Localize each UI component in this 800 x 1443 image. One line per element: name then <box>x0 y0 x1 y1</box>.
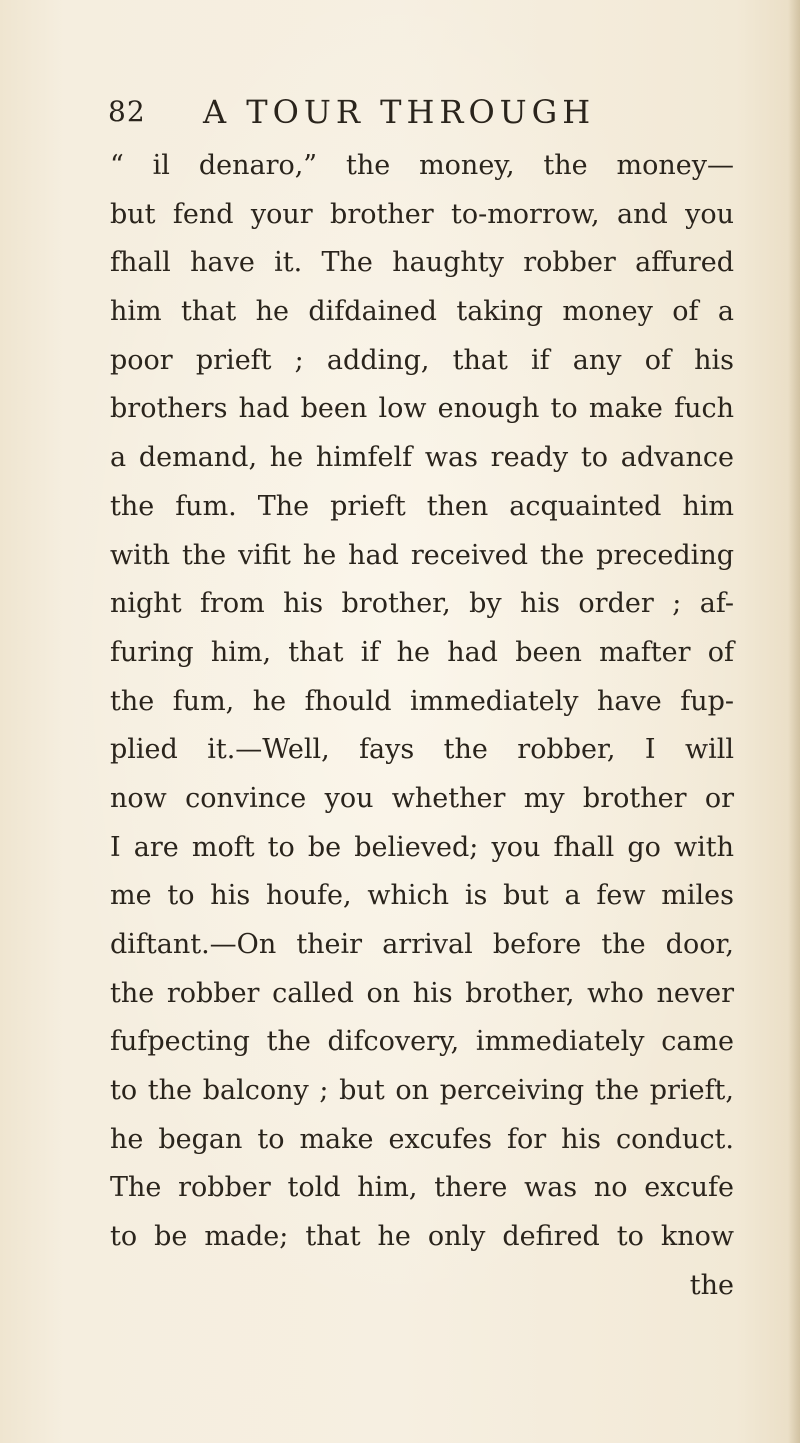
text-line: brothers had been low enough to make fuch <box>110 393 734 425</box>
text-line: me to his houfe, which is but a few miles <box>110 880 734 912</box>
text-line: “ il denaro,” the money, the money— <box>110 150 734 181</box>
text-line: him that he difdained taking money of a <box>110 296 734 328</box>
page-header <box>108 92 668 132</box>
text-line: the fum. The prieft then acquainted him <box>110 490 734 522</box>
text-line: to the balcony ; but on perceiving the prieft, <box>110 1075 734 1107</box>
text-line: a demand, he himfelf was ready to advance <box>110 442 734 474</box>
text-line: night from his brother, by his order ; af- <box>110 588 734 620</box>
text-line: the fum, he fhould immediately have fup- <box>110 685 734 717</box>
text-line: the robber called on his brother, who never <box>110 977 734 1009</box>
text-line: now convince you whether my brother or <box>110 782 734 814</box>
text-line: poor prieft ; adding, that if any of his <box>110 344 734 376</box>
text-line: with the vifit he had received the preceding <box>110 539 734 571</box>
text-line: but fend your brother to-morrow, and you <box>110 198 734 230</box>
text-line: I are moft to be believed; you fhall go with <box>110 831 734 863</box>
text-line: plied it.—Well, fays the robber, I will <box>110 734 734 766</box>
text-line: to be made; that he only defired to know <box>110 1221 734 1253</box>
body-text <box>110 142 734 1311</box>
text-line: furing him, that if he had been mafter of <box>110 636 734 668</box>
catchword: the <box>689 1269 734 1301</box>
running-head: A TOUR THROUGH <box>203 93 596 131</box>
text-line: fufpecting the difcovery, immediately came <box>110 1026 734 1058</box>
text-line: The robber told him, there was no excufe <box>110 1172 734 1204</box>
text-line: he began to make excufes for his conduct. <box>110 1123 734 1155</box>
text-line: diftant.—On their arrival before the door, <box>110 929 734 960</box>
text-line: fhall have it. The haughty robber affured <box>110 247 734 279</box>
page-edge-shadow <box>788 0 800 1443</box>
page-number: 82 <box>108 95 146 128</box>
